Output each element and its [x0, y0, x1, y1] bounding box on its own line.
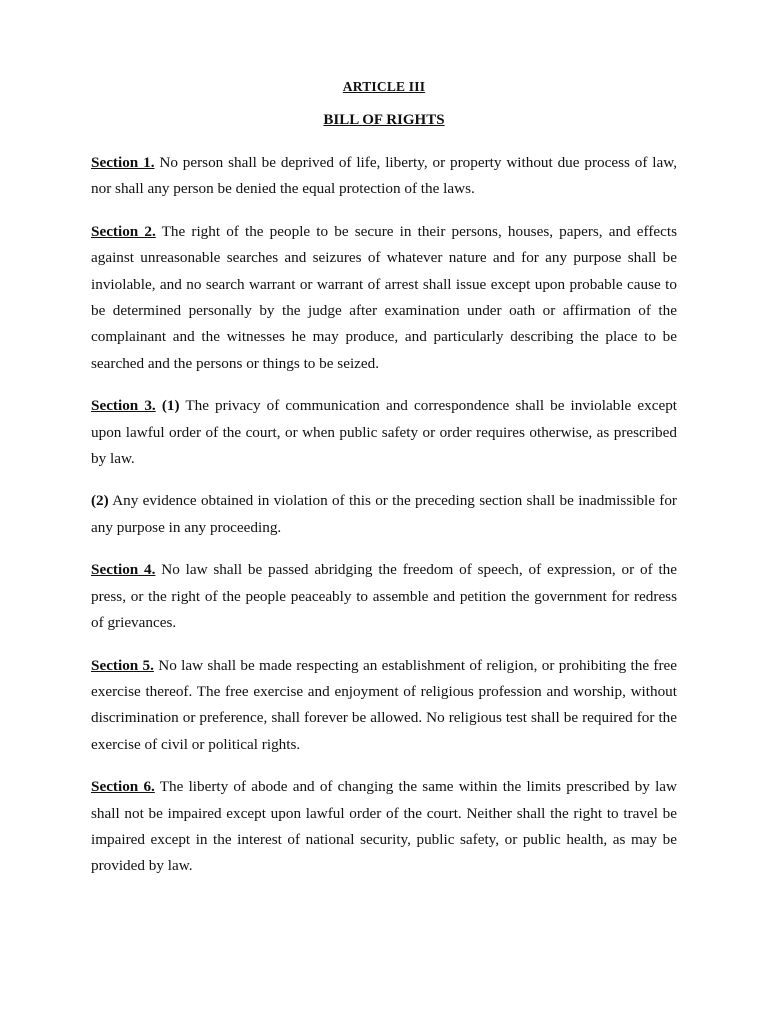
article-heading: ARTICLE III [342, 79, 426, 94]
section-2 [91, 219, 677, 377]
subsection-number: (2) [91, 492, 109, 510]
section-label: Section 1. [91, 154, 155, 171]
document-page [91, 78, 677, 896]
section-text: No person shall be deprived of life, liberty, or property without due process of law, nor shall any person be denied the equal protection of the laws. [91, 154, 677, 198]
section-text: Any evidence obtained in violation of this or the preceding section shall be inadmissible for any purpose in any proceeding. [91, 492, 677, 536]
section-text: The right of the people to be secure in their persons, houses, papers, and effects against unreasonable searches and seizures of whatever nature and for any purpose shall be inviolable, and no search warrant or warrant of arrest shall issue except upon probable cause to be determined personally by the judge after examination under oath or affirmation of the complainant and the witnesses he may produce, and particularly describing the place to be searched and the persons or things to be seized. [91, 222, 677, 372]
section-text: The liberty of abode and of changing the same within the limits prescribed by law shall not be impaired except upon lawful order of the court. Neither shall the right to travel be impaired except in the interest of national security, public safety, or public health, as may be provided by law. [91, 778, 678, 875]
section-3-subsection-2 [91, 488, 677, 541]
sections-list [91, 150, 677, 880]
section-label: Section 5. [91, 656, 154, 674]
section-4 [91, 557, 677, 636]
section-text: No law shall be made respecting an establishment of religion, or prohibiting the free exercise thereof. The free exercise and enjoyment of religious profession and worship, without discrimination or preference, shall forever be allowed. No religious test shall be required for the exercise of civil or political rights. [91, 656, 677, 753]
section-1 [91, 150, 677, 203]
document-title: BILL OF RIGHTS [323, 112, 445, 128]
section-label: Section 6. [91, 778, 155, 796]
section-text: The privacy of communication and correspondence shall be inviolable except upon lawful order of the court, or when public safety or order requires otherwise, as prescribed by law. [91, 397, 678, 468]
section-label: Section 3. [91, 397, 156, 415]
section-text: No law shall be passed abridging the freedom of speech, of expression, or of the press, or the right of the people peaceably to assemble and petition the government for redress of grievances. [91, 561, 677, 632]
section-3-subsection-1 [91, 393, 677, 472]
section-label: Section 2. [91, 222, 156, 240]
subsection-number: (1) [161, 397, 180, 415]
section-5 [91, 653, 677, 759]
section-label: Section 4. [91, 561, 156, 579]
section-6 [91, 774, 677, 880]
